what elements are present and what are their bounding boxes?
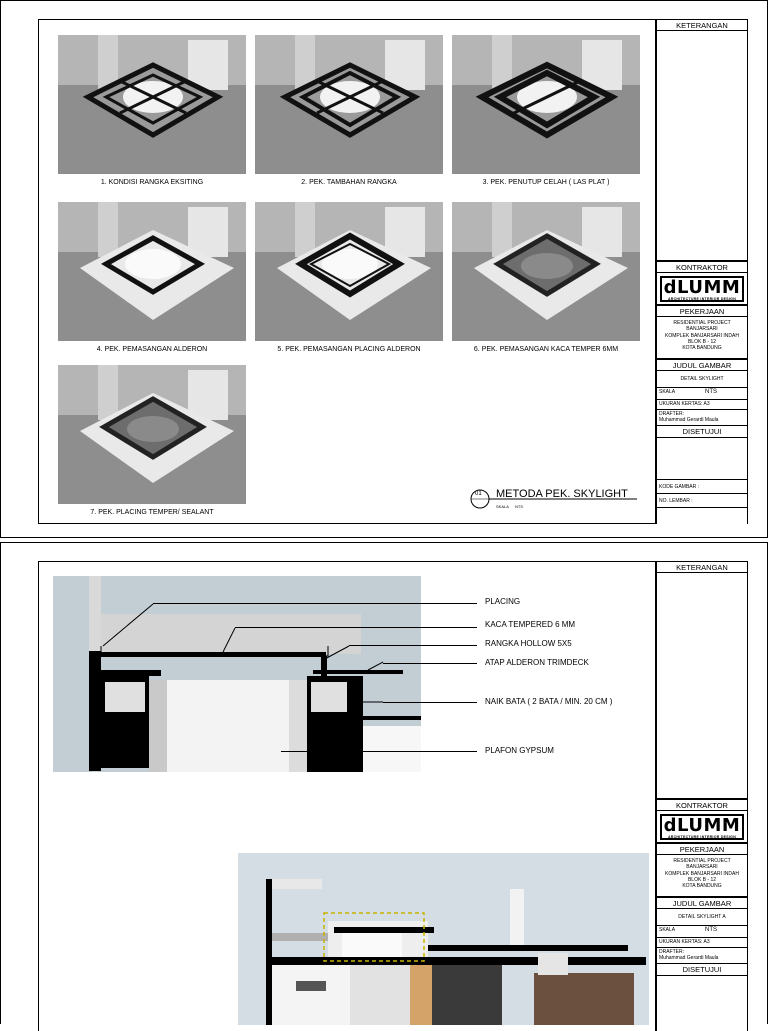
drawing-title: DETAIL SKYLIGHT A <box>657 909 747 926</box>
step-2-caption: 2. PEK. TAMBAHAN RANGKA <box>301 179 397 186</box>
logo <box>657 811 747 843</box>
title-block <box>656 561 748 1031</box>
leader-line <box>235 627 477 628</box>
logo-text: dLUMM <box>663 814 741 836</box>
keterangan-area <box>657 31 747 261</box>
logo <box>657 273 747 305</box>
skala-value: NTS <box>705 389 717 395</box>
drafter <box>657 410 747 426</box>
logo-text: dLUMM <box>663 276 741 298</box>
project-line: BANJARSARI <box>686 326 718 333</box>
drafter-label: DRAFTER: <box>659 949 684 955</box>
step-1-image <box>58 35 246 174</box>
skala-row <box>657 926 747 938</box>
step-4-caption: 4. PEK. PEMASANGAN ALDERON <box>96 346 208 353</box>
drafter-name: Muhammad Gerardi Maula <box>659 955 719 961</box>
judul-gambar-header: JUDUL GAMBAR <box>657 897 747 909</box>
step-3-caption: 3. PEK. PENUTUP CELAH ( LAS PLAT ) <box>482 179 610 186</box>
pekerjaan-header: PEKERJAAN <box>657 843 747 855</box>
disetujui-header: DISETUJUI <box>657 964 747 976</box>
view-scale-value: NTS <box>515 504 523 509</box>
step-1-caption: 1. KONDISI RANGKA EKSITING <box>100 179 204 186</box>
project-line: BANJARSARI <box>686 864 718 871</box>
leader-line <box>383 663 477 664</box>
label-rangka-hollow: RANGKA HOLLOW 5X5 <box>485 639 572 648</box>
label-plafon-gypsum: PLAFON GYPSUM <box>485 746 554 755</box>
step-3-image <box>452 35 640 174</box>
leader-line <box>349 645 477 646</box>
drawing-sheet-2 <box>0 542 768 1024</box>
drafter-name: Muhammad Gerardi Maula <box>659 417 719 423</box>
label-atap-alderon: ATAP ALDERON TRIMDECK <box>485 658 589 667</box>
project-info <box>657 855 747 897</box>
drafter-label: DRAFTER: <box>659 411 684 417</box>
disetujui-header: DISETUJUI <box>657 426 747 438</box>
label-naik-bata: NAIK BATA ( 2 BATA / MIN. 20 CM ) <box>485 697 613 706</box>
judul-gambar-header: JUDUL GAMBAR <box>657 359 747 371</box>
project-line: KOMPLEK BANJARSARI INDAH <box>665 332 739 339</box>
project-line: BLOK B - 12 <box>687 338 717 345</box>
logo-subtext: ARCHITECTURE INTERIOR DESIGN <box>667 834 737 839</box>
leader-line <box>153 603 477 604</box>
building-section-render <box>238 853 649 1025</box>
project-info <box>657 317 747 359</box>
project-line: RESIDENTIAL PROJECT <box>673 858 731 864</box>
project-line: RESIDENTIAL PROJECT <box>673 320 731 326</box>
view-marker-number: 01 <box>475 491 482 497</box>
logo-subtext: ARCHITECTURE INTERIOR DESIGN <box>667 296 737 301</box>
disetujui-area <box>657 976 747 1016</box>
project-line: KOTA BANDUNG <box>682 345 722 351</box>
step-5-image <box>255 202 443 341</box>
ukuran-kertas: UKURAN KERTAS: A3 <box>657 938 747 948</box>
step-5-caption: 5. PEK. PEMASANGAN PLACING ALDERON <box>277 346 421 353</box>
project-line: KOMPLEK BANJARSARI INDAH <box>665 870 739 877</box>
step-6-caption: 6. PEK. PEMASANGAN KACA TEMPER 6MM <box>473 346 619 353</box>
keterangan-header: KETERANGAN <box>657 19 747 31</box>
skala-label: SKALA <box>659 389 676 395</box>
title-block <box>656 19 748 524</box>
label-kaca-tempered: KACA TEMPERED 6 MM <box>485 620 576 629</box>
step-2-image <box>255 35 443 174</box>
kontraktor-header: KONTRAKTOR <box>657 799 747 811</box>
step-7-caption: 7. PEK. PLACING TEMPER/ SEALANT <box>90 509 214 516</box>
label-placing: PLACING <box>485 597 521 606</box>
keterangan-area <box>657 573 747 799</box>
view-scale-label: SKALA <box>496 504 509 509</box>
disetujui-area <box>657 438 747 480</box>
kode-gambar: KODE GAMBAR : <box>657 480 747 494</box>
keterangan-header: KETERANGAN <box>657 561 747 573</box>
skala-row <box>657 388 747 400</box>
drafter <box>657 948 747 964</box>
step-6-image <box>452 202 640 341</box>
leader-line <box>281 751 477 752</box>
ukuran-kertas: UKURAN KERTAS: A3 <box>657 400 747 410</box>
no-lembar: NO. LEMBAR : <box>657 494 747 508</box>
step-4-image <box>58 202 246 341</box>
skylight-section-detail <box>53 576 423 776</box>
skala-label: SKALA <box>659 927 676 933</box>
project-line: KOTA BANDUNG <box>682 883 722 889</box>
project-line: BLOK B - 12 <box>687 876 717 883</box>
leader-line <box>383 702 477 703</box>
step-7-image <box>58 365 246 504</box>
view-title: METODA PEK. SKYLIGHT <box>496 488 628 500</box>
pekerjaan-header: PEKERJAAN <box>657 305 747 317</box>
drawing-title: DETAIL SKYLIGHT <box>657 371 747 388</box>
skala-value: NTS <box>705 927 717 933</box>
kontraktor-header: KONTRAKTOR <box>657 261 747 273</box>
